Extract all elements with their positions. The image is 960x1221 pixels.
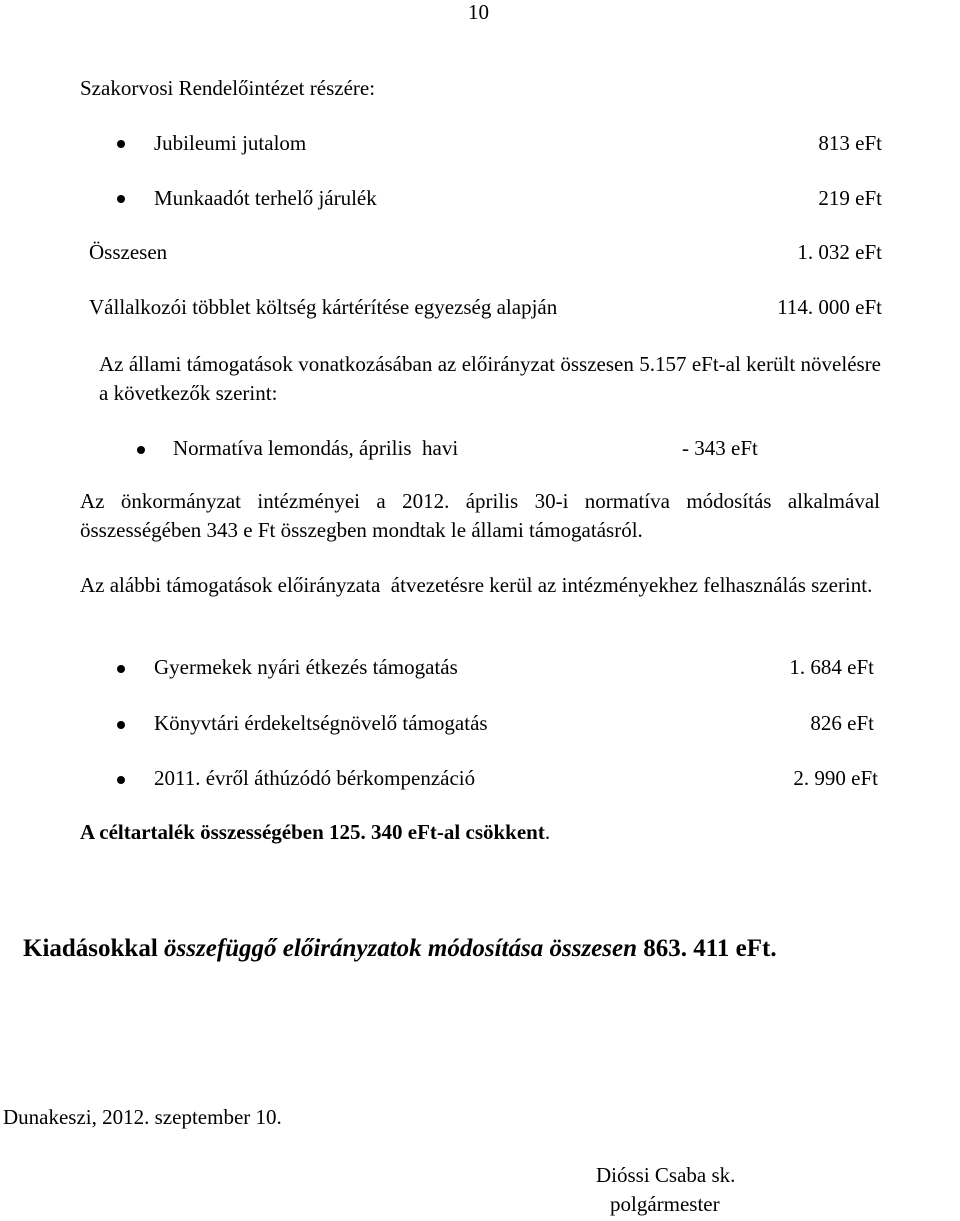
reserve-summary <box>80 820 550 845</box>
final-total <box>23 934 777 964</box>
normativa-value: - 343 eFt <box>682 436 758 460</box>
place-date: Dunakeszi, 2012. szeptember 10. <box>3 1105 282 1129</box>
total-value: 1. 032 eFt <box>797 240 882 264</box>
normativa-label: Normatíva lemondás, április havi <box>173 436 459 460</box>
reserve-summary-period: . <box>544 820 551 844</box>
list-item-value: 813 eFt <box>818 131 882 155</box>
support-item-label: 2011. évről áthúzódó bérkompenzáció <box>154 766 476 790</box>
signature-title: polgármester <box>610 1192 720 1216</box>
final-total-prefix: Kiadásokkal <box>23 935 158 962</box>
extra-cost-value: 114. 000 eFt <box>777 295 882 319</box>
support-item-value: 2. 990 eFt <box>793 766 878 790</box>
page-number: 10 <box>468 0 489 24</box>
support-item-label: Könyvtári érdekeltségnövelő támogatás <box>154 711 488 735</box>
support-item-value: 1. 684 eFt <box>789 655 874 679</box>
transfer-paragraph: Az alábbi támogatások előirányzata átvezetésre kerül az intézményekhez felhasználás szerint. <box>80 573 873 597</box>
list-item-label: Jubileumi jutalom <box>154 131 307 155</box>
institutions-paragraph: Az önkormányzat intézményei a 2012. április 30-i normatíva módosítás alkalmával összességében 343 e Ft összegben mondtak le állami támogatásról. <box>80 489 880 542</box>
final-total-italic: összefüggő előirányzatok módosítása összesen <box>164 935 637 962</box>
support-item-label: Gyermekek nyári étkezés támogatás <box>154 655 458 679</box>
extra-cost-label: Vállalkozói többlet költség kártérítése egyezség alapján <box>89 295 558 319</box>
bullet-icon <box>117 721 125 729</box>
bullet-icon <box>137 446 145 454</box>
total-label: Összesen <box>89 240 168 264</box>
signature-name: Dióssi Csaba sk. <box>596 1163 736 1187</box>
list-item-value: 219 eFt <box>818 186 882 210</box>
reserve-summary-text: A céltartalék összességében 125. 340 eFt-al csökkent <box>80 820 545 844</box>
list-item-label: Munkaadót terhelő járulék <box>154 186 377 210</box>
bullet-icon <box>117 776 125 784</box>
final-total-suffix: 863. 411 eFt. <box>643 935 777 962</box>
support-item-value: 826 eFt <box>810 711 874 735</box>
bullet-icon <box>117 195 125 203</box>
bullet-icon <box>117 140 125 148</box>
state-support-paragraph: Az állami támogatások vonatkozásában az előirányzat összesen 5.157 eFt-al került növelésre a következők szerint: <box>99 352 881 405</box>
bullet-icon <box>117 665 125 673</box>
section-heading: Szakorvosi Rendelőintézet részére: <box>80 76 376 100</box>
